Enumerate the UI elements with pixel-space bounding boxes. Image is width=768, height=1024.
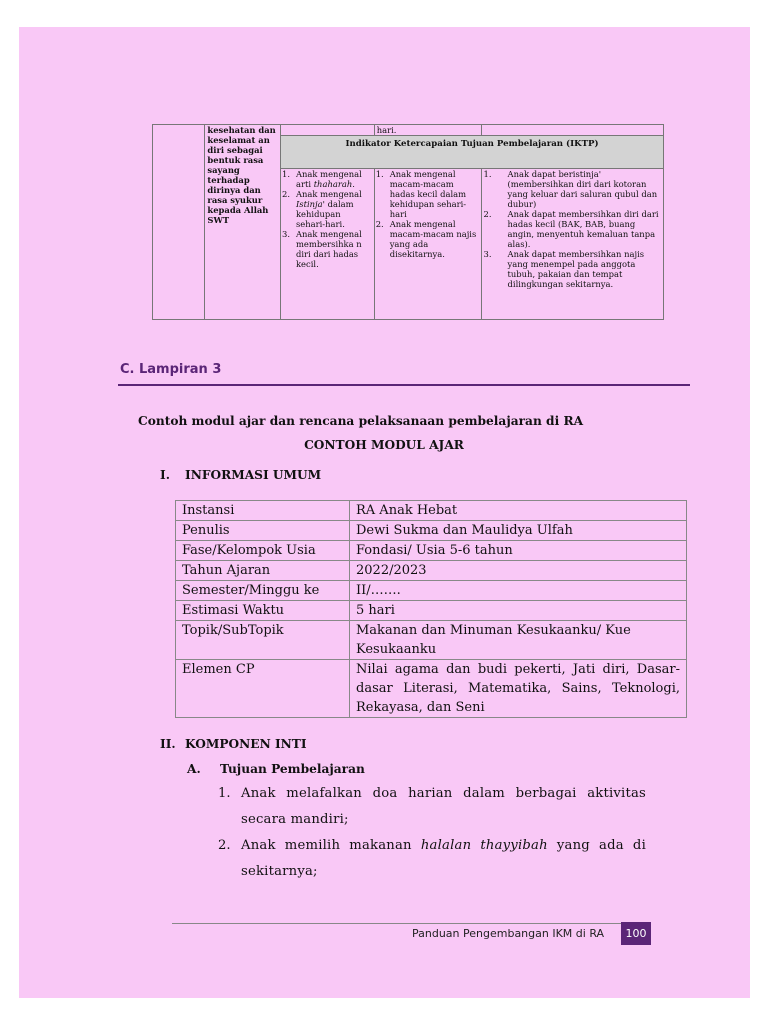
table-cell-col4 — [374, 169, 481, 320]
indicator-list — [377, 169, 479, 259]
table-row — [176, 601, 687, 621]
list-item — [483, 209, 661, 249]
item-text — [241, 781, 646, 833]
item-number: 2. — [281, 189, 290, 199]
item-number: 2. — [218, 838, 231, 853]
item-number: 1. — [218, 786, 231, 801]
table-cell-col3 — [280, 169, 374, 320]
item-text: Anak mengenal macam-macam hadas kecil dalam kehidupan sehari-hari — [389, 169, 467, 219]
item-text-part: yang ada di sekitarnya; — [241, 838, 646, 879]
section-number: I. — [160, 468, 170, 482]
table-row — [176, 561, 687, 581]
info-value: Dewi Sukma dan Maulidya Ulfah — [350, 521, 687, 541]
list-item — [282, 189, 372, 229]
item-text: Anak dapat membersihkan najis yang menempel pada anggota tubuh, pakaian dan tempat dilingkungan sekitarnya. — [507, 249, 645, 289]
divider — [118, 384, 690, 386]
list-item — [376, 219, 479, 259]
info-value: 2022/2023 — [350, 561, 687, 581]
item-number: 1. — [281, 169, 290, 179]
list-item — [376, 169, 479, 219]
section-title: INFORMASI UMUM — [185, 468, 322, 482]
item-text-italic: thaharah — [313, 179, 353, 189]
item-text-part: Anak mengenal — [295, 189, 362, 199]
table-cell-empty — [153, 125, 205, 320]
info-value: II/……. — [350, 581, 687, 601]
item-number: 3. — [281, 229, 290, 239]
table-cell — [280, 125, 374, 136]
item-number: 1. — [483, 169, 492, 179]
table-row — [176, 581, 687, 601]
item-text: Anak mengenal macam-macam najis yang ada disekitarnya. — [389, 219, 477, 259]
item-text-part: Anak mengenal membersihka n diri dari hadas kecil. — [295, 229, 362, 269]
table-row — [176, 660, 687, 718]
list-item — [282, 229, 372, 269]
item-text-italic: Istinja' — [295, 199, 325, 209]
info-label: Elemen CP — [176, 660, 350, 718]
subsection-number: A. — [187, 762, 201, 776]
table-cell — [481, 125, 663, 136]
item-text-part: dalam kehidupan sehari-hari. — [295, 199, 354, 229]
list-item — [218, 781, 646, 833]
item-text-part: Anak mengenal arti — [295, 169, 362, 189]
info-label: Estimasi Waktu — [176, 601, 350, 621]
intro-text: Contoh modul ajar dan rencana pelaksanaan pembelajaran di RA — [138, 414, 584, 428]
info-value: Nilai agama dan budi pekerti, Jati diri, Dasar-dasar Literasi, Matematika, Sains, Teknologi, Rekayasa, dan Seni — [350, 660, 687, 718]
indicator-list — [483, 169, 661, 289]
list-item — [483, 249, 661, 289]
list-item — [218, 833, 646, 885]
info-table — [175, 500, 687, 718]
info-value: Makanan dan Minuman Kesukaanku/ Kue Kesukaanku — [350, 621, 687, 660]
info-label: Semester/Minggu ke — [176, 581, 350, 601]
item-number: 1. — [375, 169, 384, 179]
info-value: RA Anak Hebat — [350, 501, 687, 521]
table-cell-objective: kesehatan dan keselamat an diri sebagai bentuk rasa sayang terhadap dirinya dan rasa syukur kepada Allah SWT — [205, 125, 281, 320]
item-number: 3. — [483, 249, 492, 259]
list-item — [483, 169, 661, 209]
info-label: Tahun Ajaran — [176, 561, 350, 581]
item-number: 2. — [375, 219, 384, 229]
table-row — [176, 621, 687, 660]
info-value: 5 hari — [350, 601, 687, 621]
list-item — [282, 169, 372, 189]
section-heading: C. Lampiran 3 — [120, 362, 222, 377]
item-text — [296, 229, 372, 269]
info-label: Instansi — [176, 501, 350, 521]
section-title: KOMPONEN INTI — [185, 737, 307, 751]
subsection-title: Tujuan Pembelajaran — [220, 762, 365, 776]
item-text — [241, 833, 646, 885]
item-text: Anak dapat beristinja' (membersihkan diri dari kotoran yang keluar dari saluran qubul dan dubur) — [507, 169, 658, 209]
table-cell-col5 — [481, 169, 663, 320]
goals-list — [218, 781, 646, 885]
item-text — [296, 189, 372, 229]
item-text: Anak dapat membersihkan diri dari hadas kecil (BAK, BAB, buang angin, menyentuh kemaluan tanpa alas). — [507, 209, 659, 249]
table-cell: hari. — [374, 125, 481, 136]
footer-text: Panduan Pengembangan IKM di RA — [412, 927, 605, 940]
item-text — [296, 169, 372, 189]
info-value: Fondasi/ Usia 5-6 tahun — [350, 541, 687, 561]
info-label: Penulis — [176, 521, 350, 541]
item-number: 2. — [483, 209, 492, 219]
page-number: 100 — [621, 922, 651, 945]
info-label: Topik/SubTopik — [176, 621, 350, 660]
iktp-header: Indikator Ketercapaian Tujuan Pembelajaran (IKTP) — [280, 136, 663, 169]
item-text-part: Anak memilih makanan — [241, 838, 421, 853]
section-number: II. — [160, 737, 176, 751]
info-label: Fase/Kelompok Usia — [176, 541, 350, 561]
footer-rule — [172, 923, 650, 924]
doc-title: CONTOH MODUL AJAR — [304, 438, 464, 452]
table-row — [176, 541, 687, 561]
item-text-italic: halalan thayyibah — [420, 838, 548, 853]
iktp-table — [152, 124, 664, 320]
indicator-list — [283, 169, 372, 269]
table-row — [176, 501, 687, 521]
item-text-part: . — [352, 179, 355, 189]
item-text-part: Anak melafalkan doa harian dalam berbagai aktivitas secara mandiri; — [241, 786, 646, 827]
table-row — [176, 521, 687, 541]
